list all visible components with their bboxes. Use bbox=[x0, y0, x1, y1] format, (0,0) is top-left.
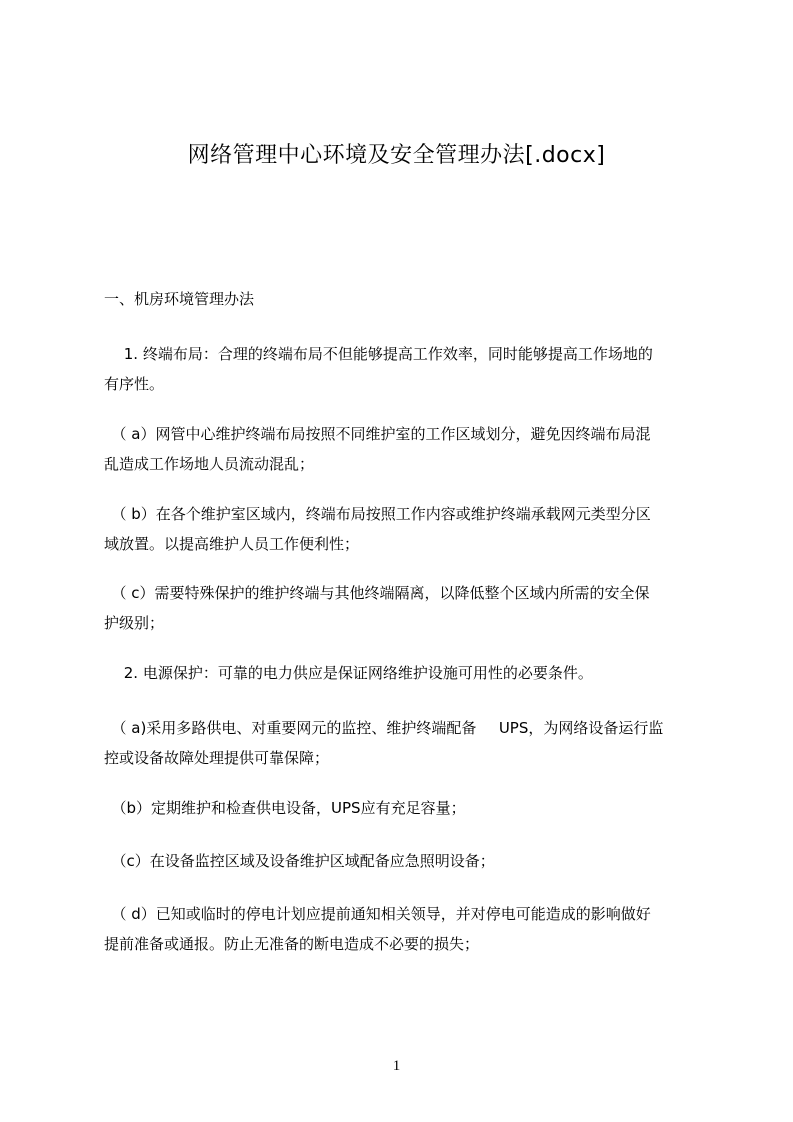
paragraph-line: 域放置。以提高维护人员工作便利性； bbox=[104, 535, 360, 553]
paragraph-terminal-layout bbox=[104, 339, 714, 399]
paragraph-line: （ b）在各个维护室区域内，终端布局按照工作内容或维护终端承载网元类型分区 bbox=[104, 505, 651, 523]
paragraph-power-c bbox=[104, 846, 714, 876]
paragraph-line: （ a)采用多路供电、对重要网元的监控、维护终端配备 UPS，为网络设备运行监 bbox=[104, 719, 664, 737]
paragraph-line: 提前准备或通报。防止无准备的断电造成不必要的损失； bbox=[104, 935, 480, 953]
paragraph-line: （ d）已知或临时的停电计划应提前通知相关领导，并对停电可能造成的影响做好 bbox=[104, 905, 651, 923]
paragraph-power-b bbox=[104, 793, 714, 823]
paragraph-line: （c）在设备监控区域及设备维护区域配备应急照明设备； bbox=[104, 852, 495, 870]
paragraph-line: （ c）需要特殊保护的维护终端与其他终端隔离，以降低整个区域内所需的安全保 bbox=[104, 584, 650, 602]
section-heading: 一、机房环境管理办法 bbox=[104, 290, 255, 308]
paragraph-line: 1. 终端布局：合理的终端布局不但能够提高工作效率，同时能够提高工作场地的 bbox=[104, 345, 653, 363]
paragraph-line: 护级别； bbox=[104, 614, 165, 632]
paragraph-item-a bbox=[104, 419, 714, 479]
paragraph-line: 有序性。 bbox=[104, 375, 165, 393]
paragraph-line: 控或设备故障处理提供可靠保障； bbox=[104, 749, 330, 767]
page-number: 1 bbox=[392, 1058, 401, 1074]
paragraph-line: 2. 电源保护：可靠的电力供应是保证网络维护设施可用性的必要条件。 bbox=[104, 664, 593, 682]
document-title: 网络管理中心环境及安全管理办法[.docx] bbox=[187, 143, 606, 168]
paragraph-item-c bbox=[104, 578, 714, 638]
paragraph-line: （ a）网管中心维护终端布局按照不同维护室的工作区域划分，避免因终端布局混 bbox=[104, 425, 651, 443]
paragraph-line: 乱造成工作场地人员流动混乱； bbox=[104, 455, 315, 473]
paragraph-power-protection bbox=[104, 658, 714, 688]
paragraph-power-a bbox=[104, 713, 714, 773]
paragraph-item-b bbox=[104, 499, 714, 559]
paragraph-power-d bbox=[104, 899, 714, 959]
paragraph-line: （b）定期维护和检查供电设备，UPS应有充足容量； bbox=[104, 799, 466, 817]
